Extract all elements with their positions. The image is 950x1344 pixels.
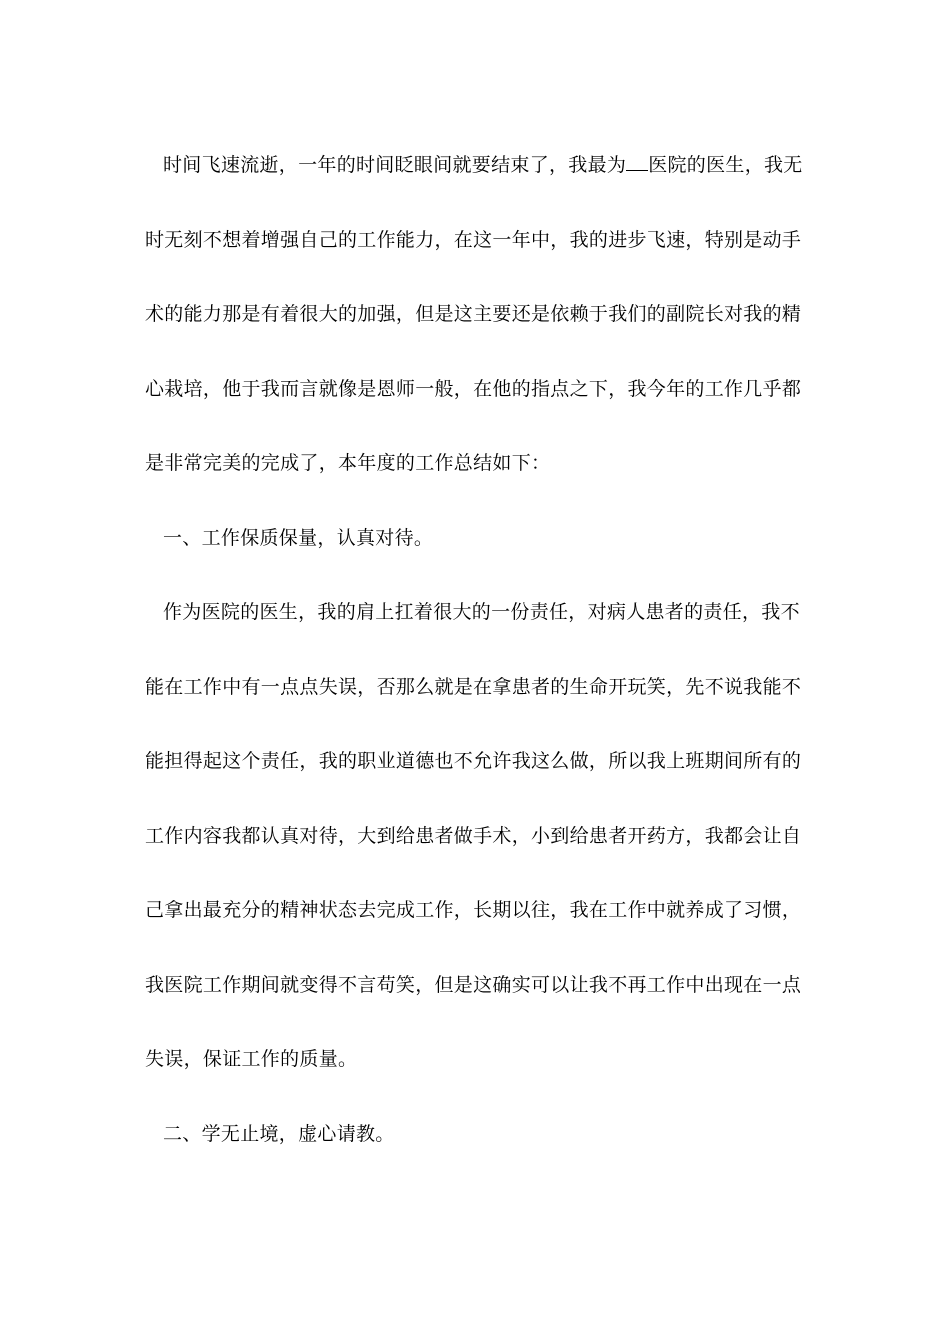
section-heading-2: 二、学无止境，虚心请教。: [163, 1122, 395, 1145]
section-heading-1: 一、工作保质保量，认真对待。: [163, 526, 434, 549]
paragraph-2-line-6: 我医院工作期间就变得不言苟笑，但是这确实可以让我不再工作中出现在一点: [145, 973, 802, 996]
paragraph-1-line-1-start: 时间飞速流逝，一年的时间眨眼间就要结束了，我最为: [163, 154, 627, 176]
paragraph-2-line-7: 失误，保证工作的质量。: [145, 1048, 358, 1070]
paragraph-1-line-3: 术的能力那是有着很大的加强，但是这主要还是依赖于我们的副院长对我的精: [145, 303, 802, 325]
paragraph-2-line-4: 工作内容我都认真对待，大到给患者做手术，小到给患者开药方，我都会让自: [145, 824, 802, 847]
paragraph-1-line-1: [145, 128, 805, 203]
paragraph-1-line-2: 时无刻不想着增强自己的工作能力，在这一年中，我的进步飞速，特别是动手: [145, 228, 802, 251]
paragraph-2-line-1: 作为医院的医生，我的肩上扛着很大的一份责任，对病人患者的责任，我不: [163, 601, 800, 623]
paragraph-1-line-5: 是非常完美的完成了，本年度的工作总结如下：: [145, 452, 551, 474]
paragraph-1-line-4: 心栽培，他于我而言就像是恩师一般，在他的指点之下，我今年的工作几乎都: [145, 377, 802, 400]
paragraph-2-line-3: 能担得起这个责任，我的职业道德也不允许我这么做，所以我上班期间所有的: [145, 750, 802, 772]
document-body: [145, 128, 805, 1171]
paragraph-2-line-5: 己拿出最充分的精神状态去完成工作，长期以往，我在工作中就养成了习惯，: [145, 899, 802, 921]
paragraph-2-line-2: 能在工作中有一点点失误，否那么就是在拿患者的生命开玩笑，先不说我能不: [145, 675, 802, 698]
blank-underline: [626, 156, 648, 171]
paragraph-1-line-1-end: 医院的医生，我无: [648, 154, 803, 176]
